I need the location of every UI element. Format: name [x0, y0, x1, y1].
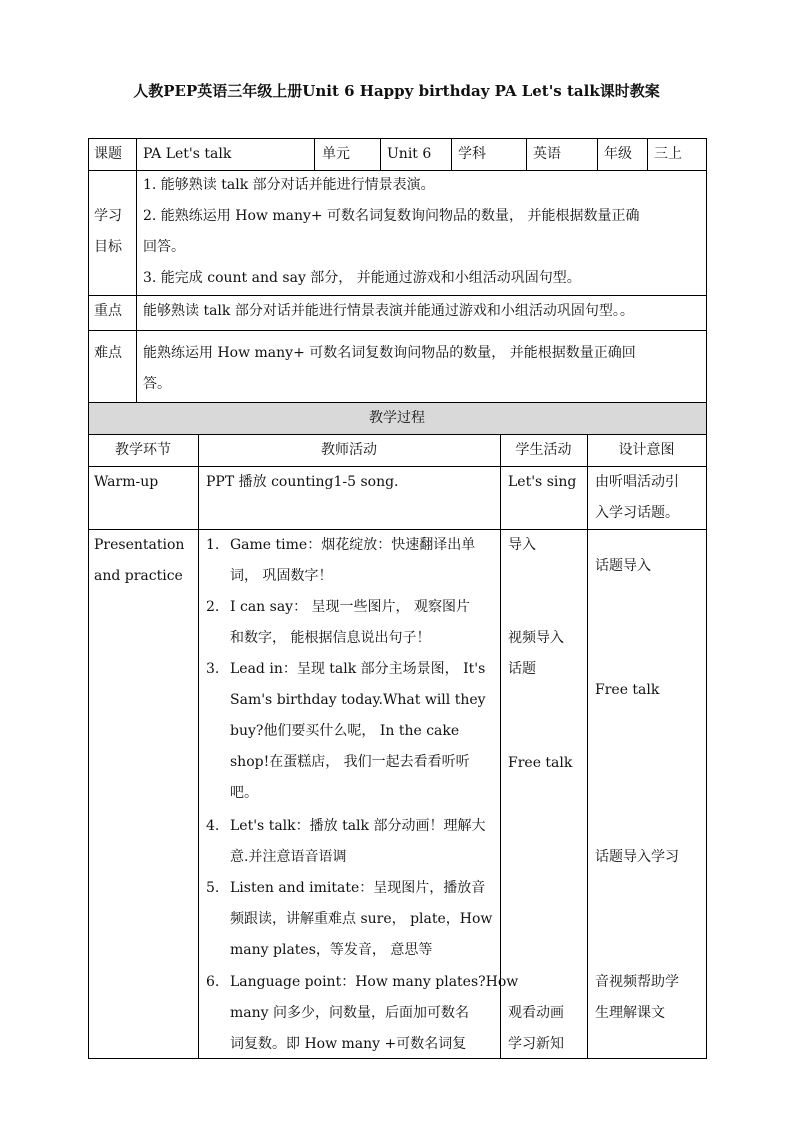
- intent-note: 话题导入学习: [595, 849, 679, 865]
- warmup-stage: Warm-up: [94, 474, 159, 490]
- intent-note: Free talk: [595, 682, 660, 698]
- objective-line: 1. 能够熟读 talk 部分对话并能进行情景表演。: [143, 177, 435, 193]
- header-intent: 设计意图: [618, 442, 675, 458]
- list-item-line: shop!在蛋糕店， 我们一起去看看听听: [230, 754, 470, 770]
- list-item-line: 和数字， 能根据信息说出句子！: [230, 630, 431, 646]
- key-point-text: 能够熟读 talk 部分对话并能进行情景表演并能通过游戏和小组活动巩固句型。。: [143, 303, 634, 319]
- list-item-line: 词， 巩固数字！: [230, 568, 333, 584]
- presentation-stage-line: and practice: [94, 568, 183, 584]
- list-item-line: buy?他们要买什么呢， In the cake: [230, 723, 460, 739]
- document-title: 人教PEP英语三年级上册Unit 6 Happy birthday PA Let's talk课时教案: [133, 82, 660, 100]
- list-item-number: 3.: [206, 661, 220, 677]
- list-item-line: 吧。: [230, 785, 258, 801]
- grade-label: 年级: [604, 146, 632, 162]
- unit-label: 单元: [322, 146, 350, 162]
- warmup-teacher: PPT 播放 counting1-5 song.: [206, 474, 399, 490]
- grade-value: 三上: [654, 146, 682, 162]
- list-item-line: I can say： 呈现一些图片， 观察图片: [230, 599, 470, 615]
- student-note: 视频导入: [508, 630, 564, 646]
- list-item-number: 4.: [206, 818, 220, 834]
- student-note: 观看动画: [508, 1005, 564, 1021]
- topic-label: 课题: [94, 146, 122, 162]
- list-item-number: 2.: [206, 599, 220, 615]
- list-item-number: 6.: [206, 974, 220, 990]
- intent-note: 话题导入: [595, 558, 651, 574]
- student-note: 学习新知: [508, 1036, 564, 1052]
- objectives-label-line2: 目标: [94, 239, 122, 255]
- warmup-intent-line: 入学习话题。: [595, 505, 679, 521]
- list-item-line: 词复数。即 How many +可数名词复: [230, 1036, 467, 1052]
- objectives-label-line1: 学习: [94, 208, 122, 224]
- header-student: 学生活动: [515, 442, 572, 458]
- warmup-student: Let's sing: [508, 474, 577, 490]
- unit-value: Unit 6: [387, 146, 432, 162]
- list-item-line: Let's talk：播放 talk 部分动画！理解大: [230, 818, 486, 834]
- presentation-stage-line: Presentation: [94, 537, 185, 553]
- key-point-label: 重点: [94, 303, 122, 319]
- process-heading: 教学过程: [369, 410, 425, 426]
- difficulty-line: 答。: [143, 376, 171, 392]
- subject-label: 学科: [458, 146, 486, 162]
- header-teacher: 教师活动: [321, 442, 377, 458]
- student-note: Free talk: [508, 755, 573, 771]
- student-note: 话题: [508, 661, 536, 677]
- list-item-line: many plates，等发音， 意思等: [230, 942, 433, 958]
- difficulty-label: 难点: [94, 345, 122, 361]
- subject-value: 英语: [533, 146, 561, 162]
- objective-line: 3. 能完成 count and say 部分， 并能通过游戏和小组活动巩固句型。: [143, 270, 581, 286]
- list-item-line: Lead in：呈现 talk 部分主场景图， It's: [230, 661, 486, 677]
- warmup-intent-line: 由听唱活动引: [595, 474, 679, 490]
- list-item-number: 5.: [206, 880, 220, 896]
- topic-value: PA Let's talk: [143, 146, 232, 162]
- objective-line: 回答。: [143, 239, 185, 255]
- difficulty-line: 能熟练运用 How many+ 可数名词复数询问物品的数量， 并能根据数量正确回: [143, 345, 636, 361]
- objective-line: 2. 能熟练运用 How many+ 可数名词复数询问物品的数量， 并能根据数量正确: [143, 208, 640, 224]
- list-item-line: Game time：烟花绽放：快速翻译出单: [230, 537, 476, 553]
- header-stage: 教学环节: [115, 442, 171, 458]
- intent-note: 音视频帮助学: [595, 974, 679, 990]
- intent-note: 生理解课文: [595, 1005, 665, 1021]
- list-item-line: Sam's birthday today.What will they: [230, 692, 486, 708]
- list-item-line: many 问多少，问数量，后面加可数名: [230, 1005, 469, 1021]
- student-note: 导入: [508, 537, 536, 553]
- list-item-line: 意.并注意语音语调: [230, 849, 347, 865]
- list-item-line: 频跟读，讲解重难点 sure， plate，How: [230, 911, 493, 927]
- list-item-number: 1.: [206, 537, 220, 553]
- list-item-line: Language point：How many plates?How: [230, 974, 519, 990]
- list-item-line: Listen and imitate：呈现图片，播放音: [230, 880, 486, 896]
